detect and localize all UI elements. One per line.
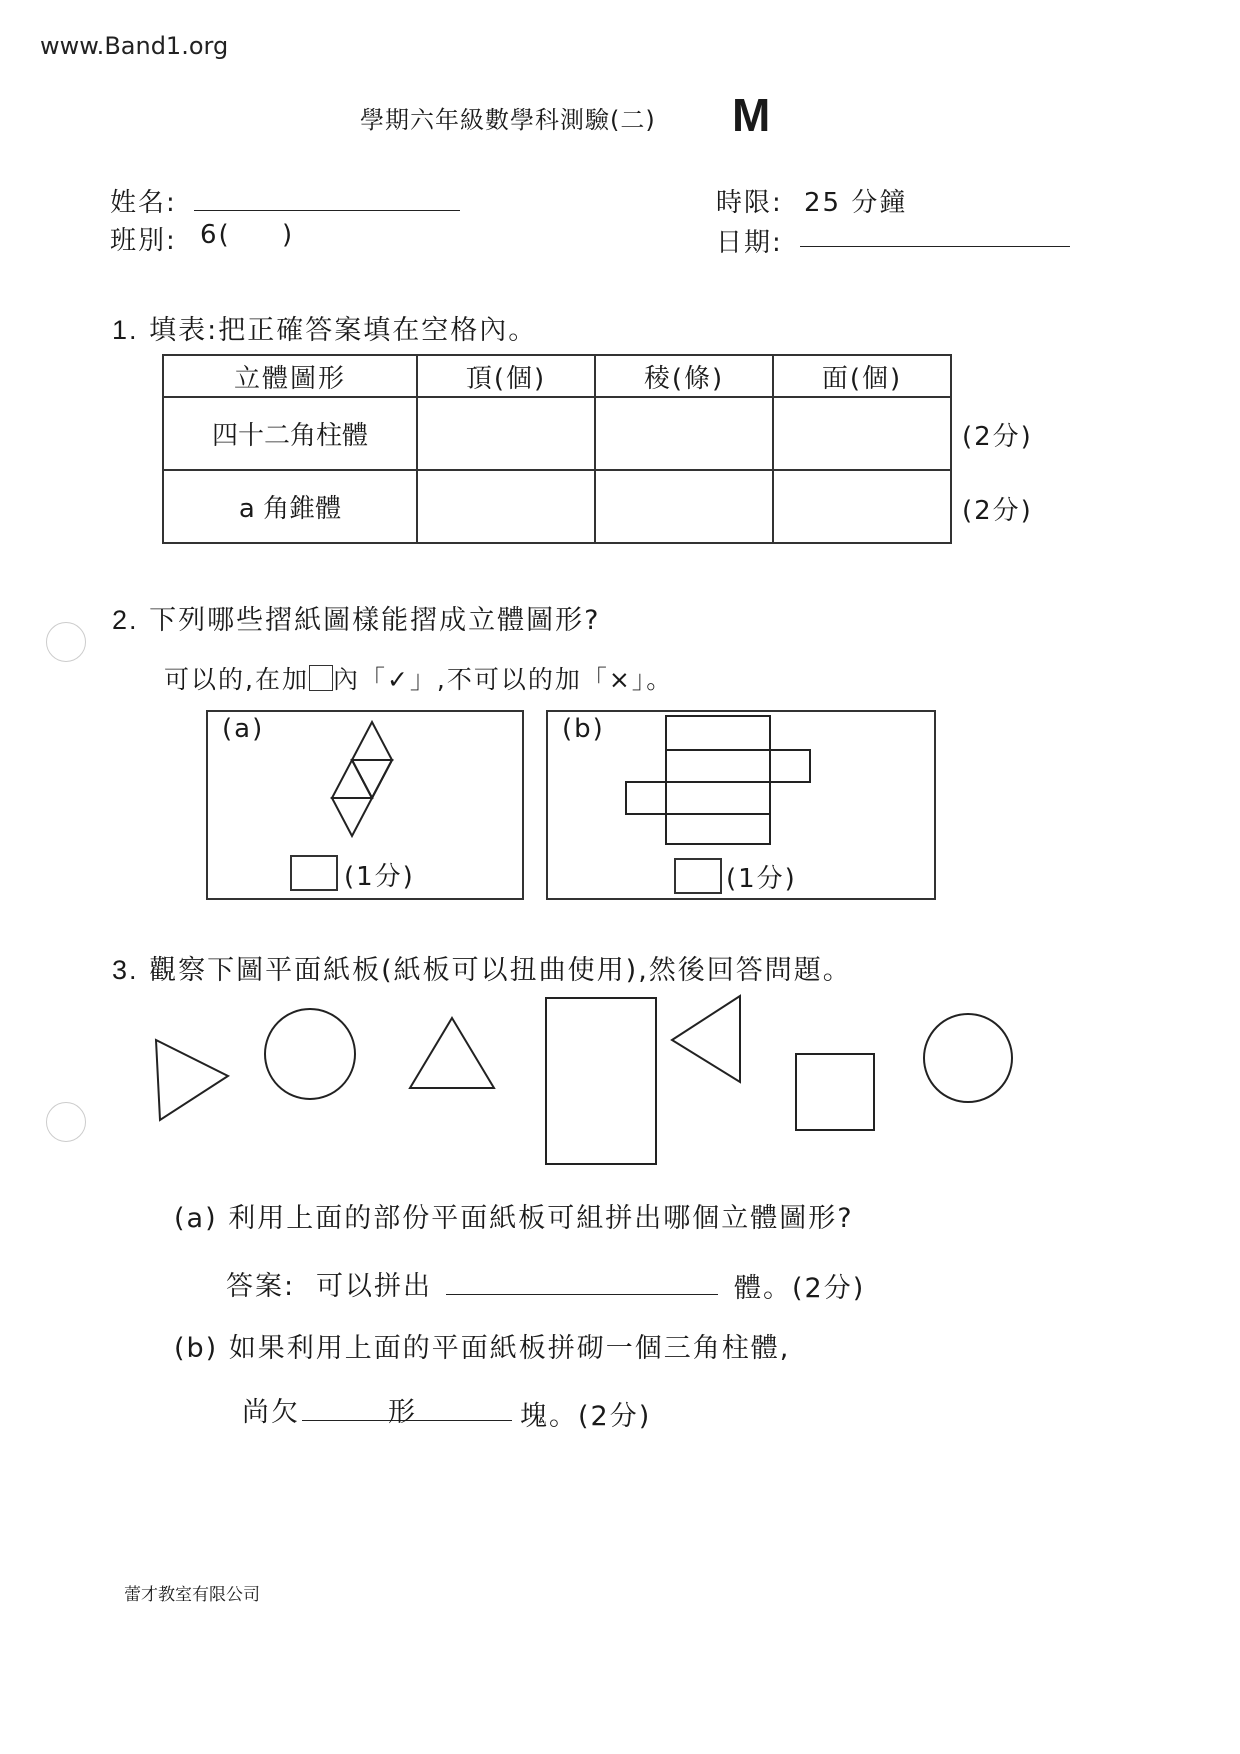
- column-header: 頂(個): [417, 355, 595, 397]
- rectangle-shape: [546, 998, 656, 1164]
- q3a-label: (a): [174, 1203, 218, 1234]
- q2-instruction-a: 可以的,在加: [164, 665, 309, 694]
- q3-number: 3.: [112, 955, 139, 985]
- time-limit-value: 25 分鐘: [804, 188, 908, 218]
- circle-shape: [265, 1009, 355, 1099]
- q1-text: 填表:把正確答案填在空格內。: [149, 315, 538, 346]
- date-label: 日期:: [716, 228, 783, 258]
- q2-panel-a-score: (1分): [344, 862, 415, 892]
- q3-shapes: [156, 996, 1012, 1164]
- q3b-suffix: 塊。(2分): [520, 1401, 652, 1432]
- watermark-url: www.Band1.org: [40, 32, 229, 60]
- q1-row2-score: (2分): [962, 496, 1033, 526]
- q2-number: 2.: [112, 605, 139, 635]
- q3a-answer-suffix: 體。(2分): [734, 1273, 866, 1304]
- binder-hole: [46, 1102, 86, 1142]
- q3-prompt: [112, 948, 852, 987]
- version-mark: M: [732, 89, 771, 141]
- row-shape-name: a 角錐體: [163, 470, 417, 543]
- triangle-shape: [672, 996, 740, 1082]
- q1-number: 1.: [112, 315, 139, 345]
- class-value: 6( ): [200, 220, 295, 250]
- triangle-shape: [410, 1018, 494, 1088]
- triangle-net-figure: [332, 722, 392, 836]
- q3b-prompt: [174, 1326, 790, 1365]
- q3b-shape: 形: [388, 1397, 417, 1428]
- triangle-shape: [156, 1040, 228, 1120]
- column-header: 稜(條): [595, 355, 773, 397]
- q3a-text: 利用上面的部份平面紙板可組拼出哪個立體圖形?: [228, 1203, 854, 1234]
- footer-publisher: 蕾才教室有限公司: [124, 1585, 260, 1605]
- q2-panel-a-label: (a): [222, 714, 265, 744]
- q1-row1-score: (2分): [962, 422, 1033, 452]
- q2-panel-b-label: (b): [562, 714, 605, 744]
- q3b-label: (b): [174, 1333, 219, 1364]
- circle-shape: [924, 1014, 1012, 1102]
- q2-instruction-b: 內「✓」,不可以的加「×」。: [332, 665, 674, 694]
- rectangle-net-figure: [626, 716, 810, 844]
- q2-text: 下列哪些摺紙圖樣能摺成立體圖形?: [149, 605, 601, 636]
- q3-text: 觀察下圖平面紙板(紙板可以扭曲使用),然後回答問題。: [149, 955, 852, 986]
- column-header: 立體圖形: [163, 355, 417, 397]
- q3b-prefix: 尚欠: [242, 1397, 300, 1428]
- q3a-answer-label: 答案:: [226, 1271, 296, 1302]
- q3a-answer-prefix: 可以拼出: [316, 1271, 432, 1302]
- binder-hole: [46, 622, 86, 662]
- q3b-text: 如果利用上面的平面紙板拼砌一個三角柱體,: [228, 1333, 791, 1364]
- square-shape: [796, 1054, 874, 1130]
- q3a-answer-line[interactable]: [446, 1294, 718, 1295]
- column-header: 面(個): [773, 355, 951, 397]
- q2-panel-b-score: (1分): [726, 864, 797, 894]
- name-label: 姓名:: [110, 188, 177, 218]
- q3a-prompt: [174, 1196, 854, 1235]
- row-shape-name: 四十二角柱體: [163, 397, 417, 470]
- page-title: 學期六年級數學科測驗(二): [360, 106, 656, 134]
- time-limit-label: 時限:: [716, 188, 783, 218]
- class-label: 班別:: [110, 226, 177, 256]
